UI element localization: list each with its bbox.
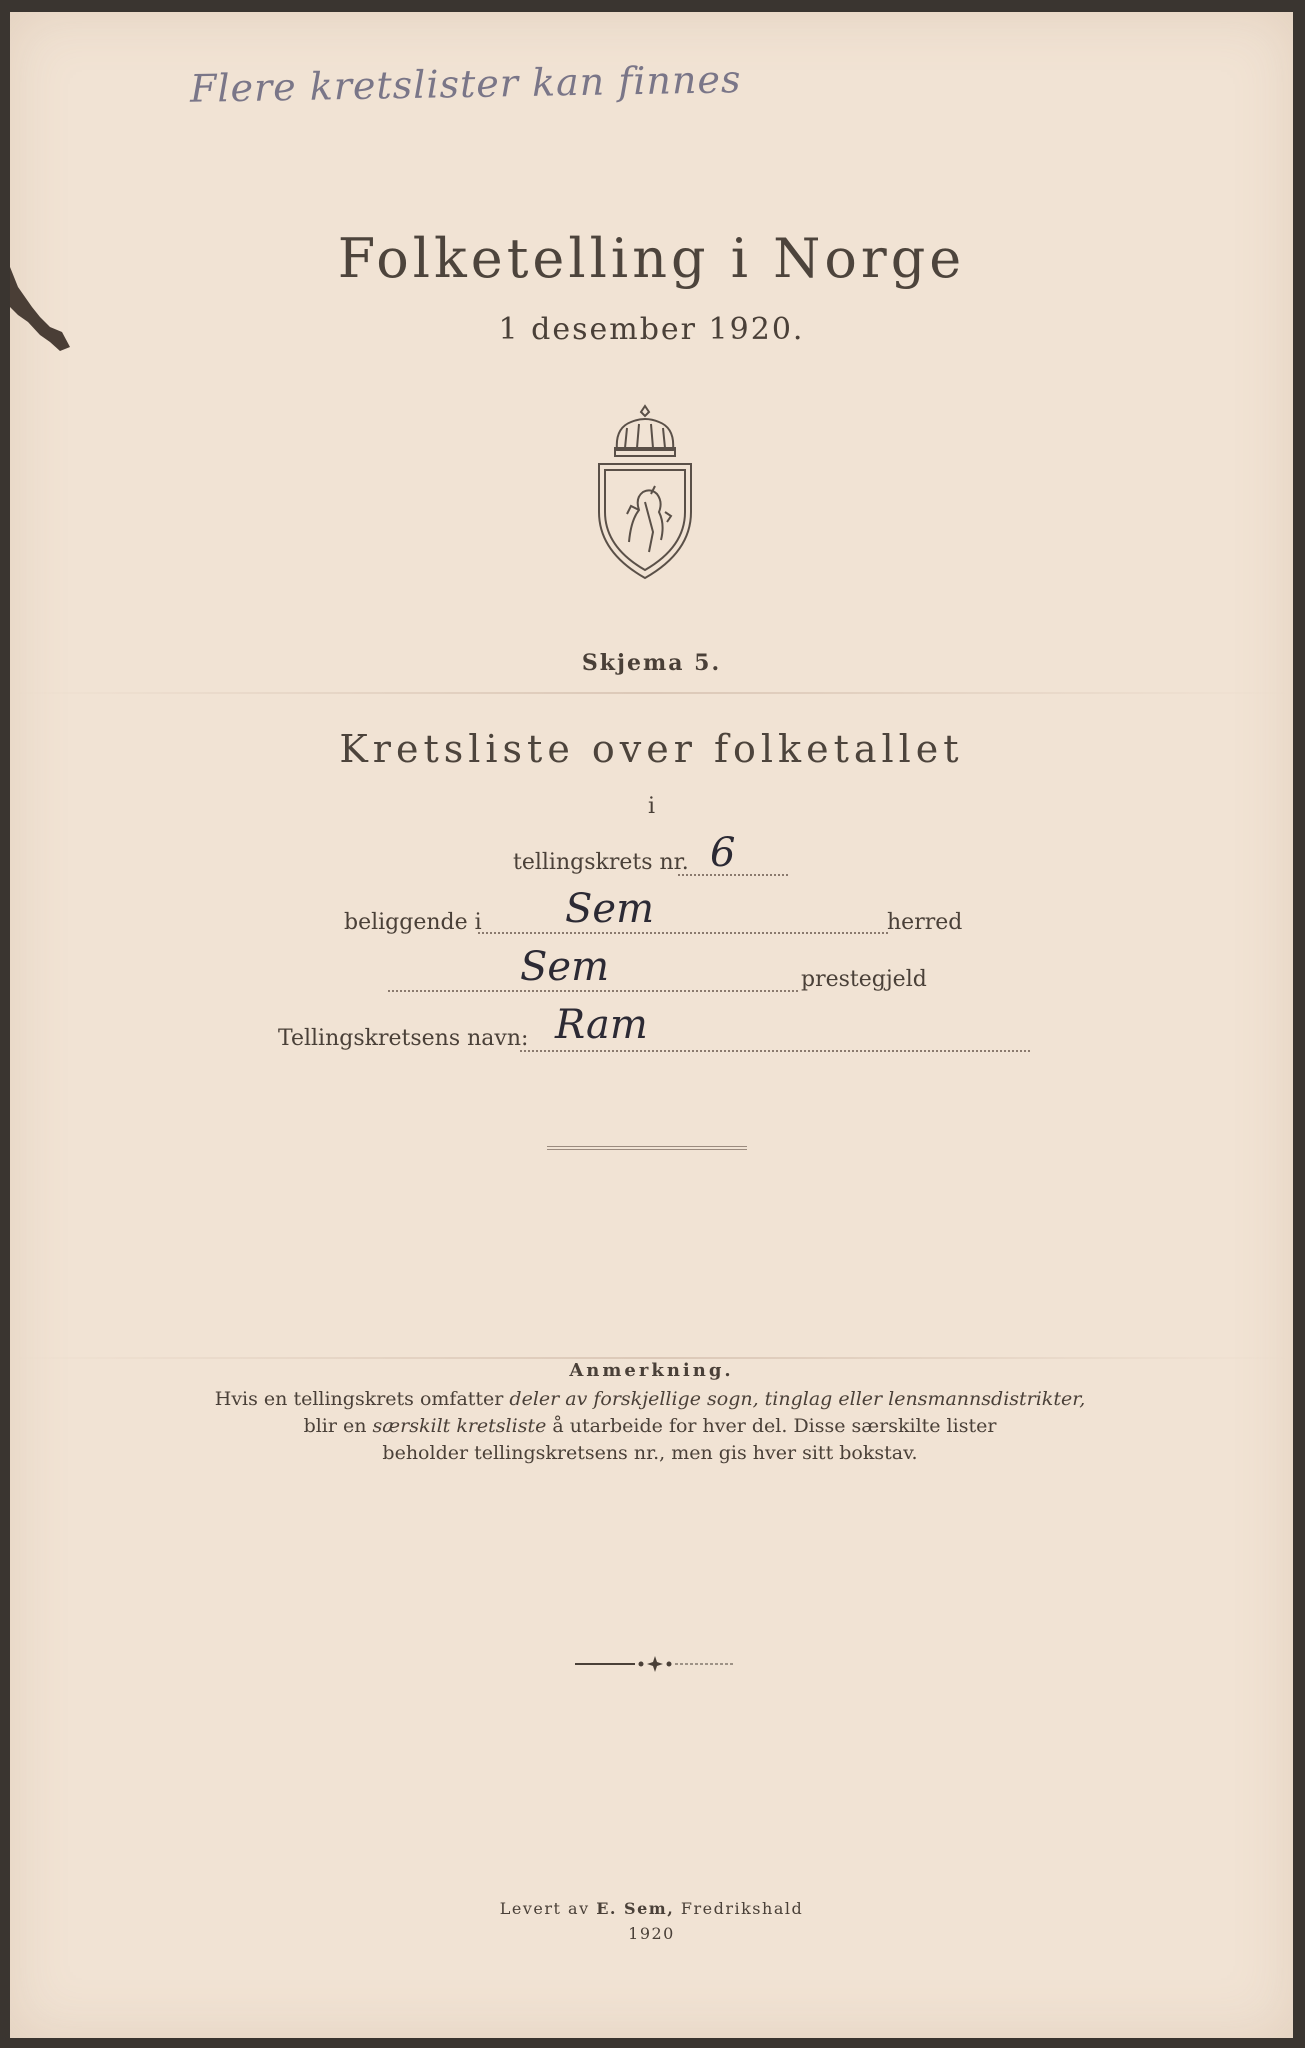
navn-value: Ram	[555, 1002, 648, 1048]
tellingskrets-value: 6	[710, 830, 736, 876]
prestegjeld-label: prestegjeld	[801, 967, 927, 992]
printer-year: 1920	[628, 1924, 675, 1943]
note-body	[190, 1386, 1110, 1467]
navn-line	[520, 1050, 1030, 1052]
handwritten-note: Flere kretslister kan finnes	[189, 57, 742, 111]
paper-fold	[10, 1357, 1293, 1359]
note-line-3: beholder tellingskretsens nr., men gis hver sitt bokstav.	[382, 1442, 918, 1464]
ornament-divider-icon	[575, 1654, 735, 1674]
note-text: Hvis en tellingskrets omfatter	[214, 1388, 510, 1410]
printer-name: E. Sem,	[596, 1899, 675, 1918]
tellingskrets-label: tellingskrets nr.	[513, 850, 689, 875]
note-title: Anmerkning.	[569, 1360, 734, 1381]
note-text: å utarbeide for hver del. Disse særskilte lister	[546, 1415, 997, 1437]
heading-conjunction: i	[647, 794, 656, 819]
beliggende-label: beliggende i	[344, 910, 482, 935]
printer-credit	[10, 1899, 1293, 1918]
printer-prefix: Levert av	[499, 1899, 597, 1918]
prestegjeld-value: Sem	[520, 944, 610, 990]
navn-label: Tellingskretsens navn:	[278, 1026, 529, 1051]
printer-place: Fredrikshald	[674, 1899, 804, 1918]
divider-rule	[547, 1146, 747, 1150]
note-emphasis: særskilt kretsliste	[372, 1415, 547, 1437]
census-form-page	[10, 12, 1293, 2038]
census-date: 1 desember 1920.	[498, 312, 805, 347]
paper-fold	[10, 692, 1293, 694]
note-text: blir en	[303, 1415, 373, 1437]
note-line-1	[190, 1386, 1110, 1413]
page-title: Folketelling i Norge	[337, 227, 966, 290]
note-emphasis: deler av forskjellige sogn, tinglag eller lensmannsdistrikter,	[509, 1388, 1086, 1410]
schema-number: Skjema 5.	[581, 650, 722, 676]
beliggende-line	[478, 932, 888, 934]
note-line-2	[190, 1413, 1110, 1440]
herred-label: herred	[887, 910, 963, 935]
form-heading: Kretsliste over folketallet	[339, 727, 964, 771]
beliggende-value: Sem	[565, 886, 655, 932]
prestegjeld-line	[388, 990, 798, 992]
norwegian-lion-crest-icon	[595, 402, 695, 582]
